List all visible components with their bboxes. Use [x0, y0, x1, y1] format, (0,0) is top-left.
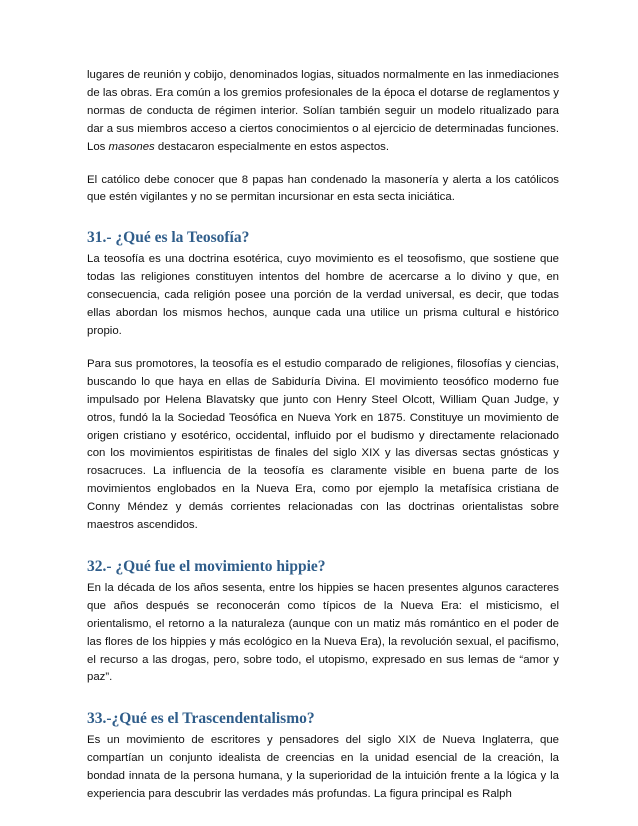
section-31-paragraph-2: Para sus promotores, la teosofía es el estudio comparado de religiones, filosofías y ciencias, buscando lo que haya en ellas de Sabiduría Divina. El movimiento teosófico moderno fue impulsado por Helena Blavatsky que junto con Henry Steel Olcott, William Quan Judge, y otros, fundó la la Sociedad Teosófica en Nueva York en 1875. Constituye un movimiento de origen cristiano y esotérico, occidental, influido por el budismo y directamente relacionado con los movimientos espiritistas de finales del siglo XIX y las diversas sectas gnósticas y rosacruces. La influencia de la teosofía es claramente visible en buena parte de los movimientos englobados en la Nueva Era, como por ejemplo la metafísica cristiana de Conny Méndez y demás corrientes relacionadas con las doctrinas orientalistas sobre maestros ascendidos. — [87, 357, 559, 532]
section-32-paragraph-1: En la década de los años sesenta, entre los hippies se hacen presentes algunos caracteres que años después se reconocerán como típicos de la Nueva Era: el misticismo, el orientalismo, el retorno a la naturaleza (aunque con un matiz más romántico en el poder de las flores de los hippies y más ecológico en la Nueva Era), la revolución sexual, el pacifismo, el recurso a las drogas, pero, sobre todo, el utopismo, expresado en sus lemas de “amor y paz”. — [87, 581, 559, 684]
section-33-paragraph-1: Es un movimiento de escritores y pensadores del siglo XIX de Nueva Inglaterra, que compartían un conjunto idealista de creencias en la unidad esencial de la creación, la bondad innata de la persona humana, y la superioridad de la intuición frente a la lógica y la experiencia para descubrir las verdades más profundas. La figura principal es Ralph — [87, 734, 559, 801]
heading-section-32: 32.- ¿Qué fue el movimiento hippie? — [87, 557, 326, 575]
intro-paragraph-2: El católico debe conocer que 8 papas han condenado la masonería y alerta a los católicos que estén vigilantes y no se permitan incursionar en esta secta iniciática. — [87, 173, 559, 204]
intro-paragraph-1: lugares de reunión y cobijo, denominados logias, situados normalmente en las inmediaciones de las obras. Era común a los gremios profesionales de la época el dotarse de reglamentos y normas de conducta de régimen interior. Solían también seguir un modelo ritualizado para dar a sus miembros acceso a ciertos conocimientos o al ejercicio de determinadas funciones. Los masones destacaron especialmente en estos aspectos. — [87, 69, 559, 153]
heading-section-33: 33.-¿Qué es el Trascendentalismo? — [87, 710, 315, 728]
heading-section-31: 31.- ¿Qué es la Teosofía? — [87, 229, 250, 247]
document-page — [87, 67, 559, 804]
emphasis-masones: masones — [108, 140, 155, 153]
section-31-paragraph-1: La teosofía es una doctrina esotérica, cuyo movimiento es el teosofismo, que sostiene que todas las religiones constituyen intentos del hombre de acercarse a lo divino y que, en consecuencia, cada religión posee una porción de la verdad universal, es decir, que todas ellas abordan los mismos hechos, aunque cada una utilice un prisma cultural e histórico propio. — [87, 253, 559, 337]
